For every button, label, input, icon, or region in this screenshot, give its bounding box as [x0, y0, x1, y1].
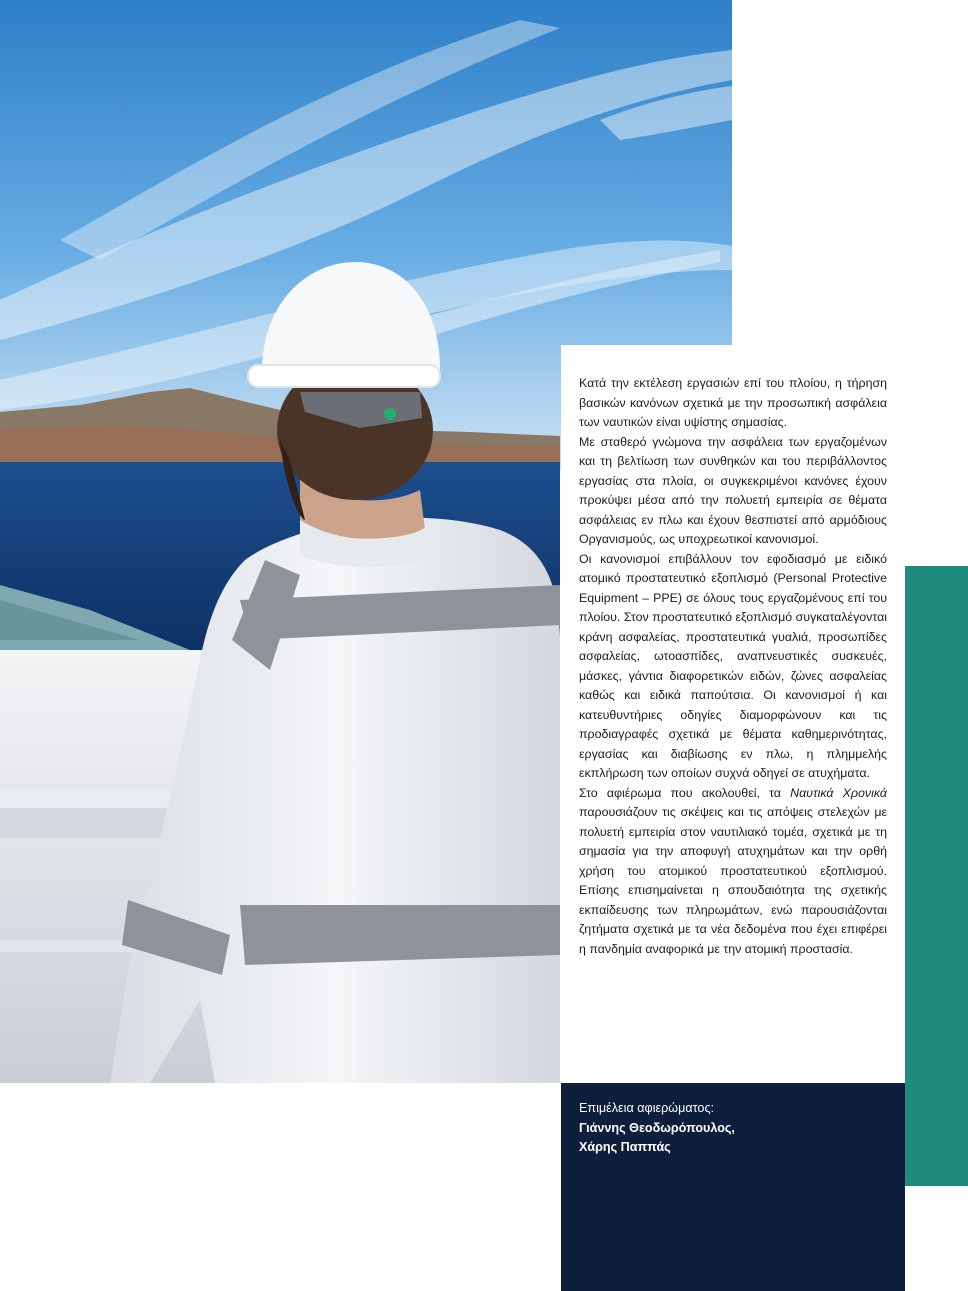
- credits: [579, 1099, 879, 1158]
- paragraph-2: Με σταθερό γνώμονα την ασφάλεια των εργαζομένων και τη βελτίωση των συνθηκών και του περιβάλλοντος εργασίας στα πλοία, οι συγκεκριμένοι κανόνες έχουν προκύψει μέσα από την πολυετή εμπειρία σε θέματα ασφάλειας εν πλω και έχουν θεσπιστεί από αρμόδιους Οργανισμούς, ως υποχρεωτικοί κανονισμοί.: [579, 434, 887, 546]
- credits-name-2: Χάρης Παππάς: [579, 1140, 671, 1154]
- article-body: [579, 374, 887, 959]
- paragraph-4: Στο αφιέρωμα που ακολουθεί, τα Ναυτικά Χρονικά παρουσιάζουν τις σκέψεις και τις απόψεις στελεχών με πολυετή εμπειρία στον ναυτιλιακό τομέα, σχετικά με τη σημασία για την αποφυγή ατυχημάτων και την ορθή χρήση του ατομικού προστατευτικού εξοπλισμού. Επίσης επισημαίνεται η σπουδαιότητα της σχετικής εκπαίδευσης των πληρωμάτων, ενώ παρουσιάζονται ζητήματα σχετικά με τα νέα δεδομένα που έχει επιφέρει η πανδημία αναφορικά με την ατομική προστασία.: [579, 785, 887, 956]
- credits-name-1: Γιάννης Θεοδωρόπουλος,: [579, 1120, 735, 1135]
- paragraph-3: Οι κανονισμοί επιβάλλουν τον εφοδιασμό με ειδικό ατομικό προστατευτικό εξοπλισμό (Personal Protective Equipment – PPE) σε όλους τους εργαζομένους επί του πλοίου. Στον προστατευτικό εξοπλισμό συγκαταλέγονται κράνη ασφαλείας, προστατευτικά γυαλιά, προσωπίδες ασφαλείας, ωτοασπίδες, αναπνευστικές συσκευές, μάσκες, γάντια διαφορετικών ειδών, ζώνες ασφαλείας καθώς και ειδικά παπούτσια. Οι κανονισμοί ή και κατευθυντήριες οδηγίες διαμορφώνουν και τις προδιαγραφές σχετικά με θέματα καθημερινότητας, εργασίας και διαβίωσης εν πλω, η πλημμελής εκπλήρωση των οποίων συχνά οδηγεί σε ατυχήματα.: [579, 551, 887, 780]
- credits-label: Επιμέλεια αφιερώματος:: [579, 1101, 715, 1115]
- teal-accent-bar: [905, 566, 968, 1186]
- paragraph-1: Κατά την εκτέλεση εργασιών επί του πλοίου, η τήρηση βασικών κανόνων σχετικά με την προσωπική ασφάλεια των ναυτικών είναι υψίστης σημασίας.: [579, 376, 887, 429]
- reflective-stripe-waist: [240, 905, 560, 965]
